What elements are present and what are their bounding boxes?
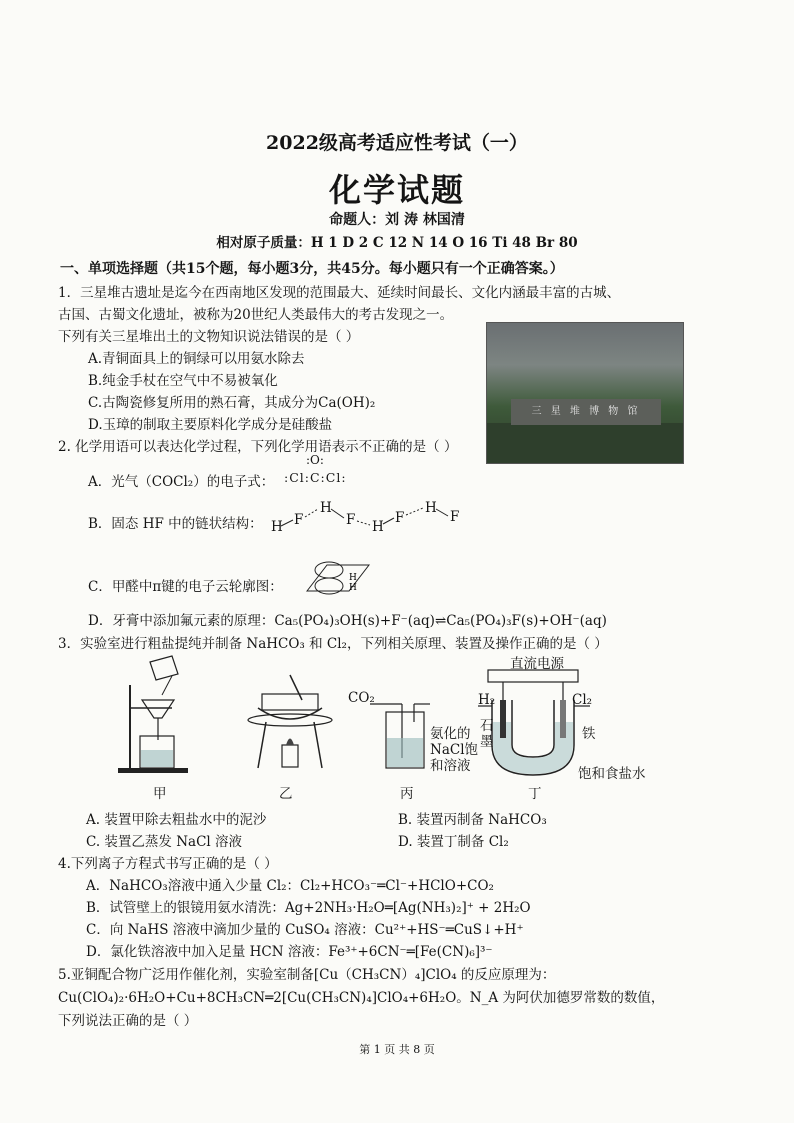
hf-atom-1: H xyxy=(271,519,283,535)
hf-atom-8: F xyxy=(294,512,304,528)
q4-option-b: B．试管壁上的银镜用氨水清洗：Ag+2NH₃·H₂O═[Ag(NH₃)₂]⁺ + 2H₂O xyxy=(86,900,531,916)
q1-option-a: A.青铜面具上的铜绿可以用氨水除去 xyxy=(88,351,305,367)
authors: 命题人：刘 涛 林国清 xyxy=(329,212,465,228)
apparatus-label-yi: 乙 xyxy=(279,786,293,802)
brine-label: 饱和食盐水 xyxy=(578,766,646,782)
graphite-label-2: 墨 xyxy=(480,734,494,750)
q1-stem-3: 下列有关三星堆出土的文物知识说法错误的是（ ） xyxy=(58,329,360,345)
exam-title: 2022级高考适应性考试（一） xyxy=(266,132,528,154)
svg-text:H: H xyxy=(349,583,357,593)
hf-atom-3: F xyxy=(346,512,356,528)
svg-text:H: H xyxy=(349,573,357,583)
q3-option-b: B. 装置丙制备 NaHCO₃ xyxy=(398,812,547,828)
q2-option-c: C．甲醛中π键的电子云轮廓图： xyxy=(88,579,283,595)
iron-label: 铁 xyxy=(582,726,596,742)
apparatus-label-bing: 丙 xyxy=(400,786,414,802)
lewis-cocl2: :Cl:C:Cl: xyxy=(284,470,347,485)
graphite-label-1: 石 xyxy=(480,718,494,734)
section-heading: 一、单项选择题（共15个题，每小题3分，共45分。每小题只有一个正确答案。） xyxy=(60,261,564,277)
bing-note-2: NaCl饱 xyxy=(430,742,479,758)
hf-atom-7: F xyxy=(450,509,460,525)
hf-atom-2: H xyxy=(320,500,332,516)
q2-option-d: D．牙膏中添加氟元素的原理：Ca₅(PO₄)₃OH(s)+F⁻(aq)⇌Ca₅(PO₄)₃F(s)+OH⁻(aq) xyxy=(88,613,607,629)
bing-note-1: 氨化的 xyxy=(430,726,471,742)
apparatus-jia xyxy=(118,656,188,773)
q4-option-d: D．氯化铁溶液中加入足量 HCN 溶液：Fe³⁺+6CN⁻═[Fe(CN)₆]³⁻ xyxy=(86,944,493,960)
power-label: 直流电源 xyxy=(510,656,564,672)
subject-title: 化学试题 xyxy=(328,171,465,209)
hf-atom-4: H xyxy=(372,519,384,535)
q5-stem-3: 下列说法正确的是（ ） xyxy=(58,1013,198,1029)
q3-stem: 3．实验室进行粗盐提纯并制备 NaHCO₃ 和 Cl₂，下列相关原理、装置及操作正确的是（ ） xyxy=(58,636,608,652)
q1-option-d: D.玉璋的制取主要原料化学成分是硅酸盐 xyxy=(88,417,333,433)
apparatus-label-ding: 丁 xyxy=(528,786,542,802)
cl2-label: Cl₂ xyxy=(572,692,593,708)
co2-label: CO₂ xyxy=(348,690,375,706)
bing-note-3: 和溶液 xyxy=(430,758,471,774)
hf-atom-5: F xyxy=(395,510,405,526)
q4-option-c: C．向 NaHS 溶液中滴加少量的 CuSO₄ 溶液：Cu²⁺+HS⁻═CuS↓+H⁺ xyxy=(86,922,524,938)
q4-stem: 4.下列离子方程式书写正确的是（ ） xyxy=(58,856,278,872)
atomic-mass-line: 相对原子质量：H 1 D 2 C 12 N 14 O 16 Ti 48 Br 80 xyxy=(216,235,578,251)
q4-option-a: A．NaHCO₃溶液中通入少量 Cl₂：Cl₂+HCO₃⁻═Cl⁻+HClO+CO₂ xyxy=(86,878,494,894)
apparatus-yi xyxy=(248,675,332,768)
lewis-oxygen: :O: xyxy=(306,453,324,467)
q3-option-d: D. 装置丁制备 Cl₂ xyxy=(398,834,509,850)
apparatus-label-jia: 甲 xyxy=(153,786,167,802)
q1-option-c: C.古陶瓷修复所用的熟石膏，其成分为Ca(OH)₂ xyxy=(88,395,376,411)
q2-option-b: B．固态 HF 中的链状结构： xyxy=(88,516,263,532)
apparatus-bing xyxy=(370,704,430,768)
hf-atom-6: H xyxy=(425,500,437,516)
q2-stem: 2. 化学用语可以表达化学过程，下列化学用语表示不正确的是（ ） xyxy=(58,439,458,455)
apparatus-ding xyxy=(478,670,593,775)
page-footer: 第 1 页 共 8 页 xyxy=(359,1043,435,1056)
museum-sign: 三 星 堆 博 物 馆 xyxy=(511,399,661,425)
q1-option-b: B.纯金手杖在空气中不易被氧化 xyxy=(88,373,278,389)
q1-stem-2: 古国、古蜀文化遗址，被称为20世纪人类最伟大的考古发现之一。 xyxy=(58,307,454,323)
q5-stem-1: 5.亚铜配合物广泛用作催化剂，实验室制备[Cu（CH₃CN）₄]ClO₄ 的反应原理为： xyxy=(58,967,556,983)
q5-stem-2: Cu(ClO₄)₂·6H₂O+Cu+8CH₃CN═2[Cu(CH₃CN)₄]ClO₄+6H₂O。N_A 为阿伏加德罗常数的数值， xyxy=(58,990,665,1006)
q3-option-a: A. 装置甲除去粗盐水中的泥沙 xyxy=(86,812,267,828)
q1-stem-1: 1．三星堆古遗址是迄今在西南地区发现的范围最大、延续时间最长、文化内涵最丰富的古城、 xyxy=(58,285,621,301)
h2-label: H₂ xyxy=(478,692,496,708)
q3-option-c: C. 装置乙蒸发 NaCl 溶液 xyxy=(86,834,243,850)
q2-option-a: A．光气（COCl₂）的电子式： xyxy=(88,474,275,490)
